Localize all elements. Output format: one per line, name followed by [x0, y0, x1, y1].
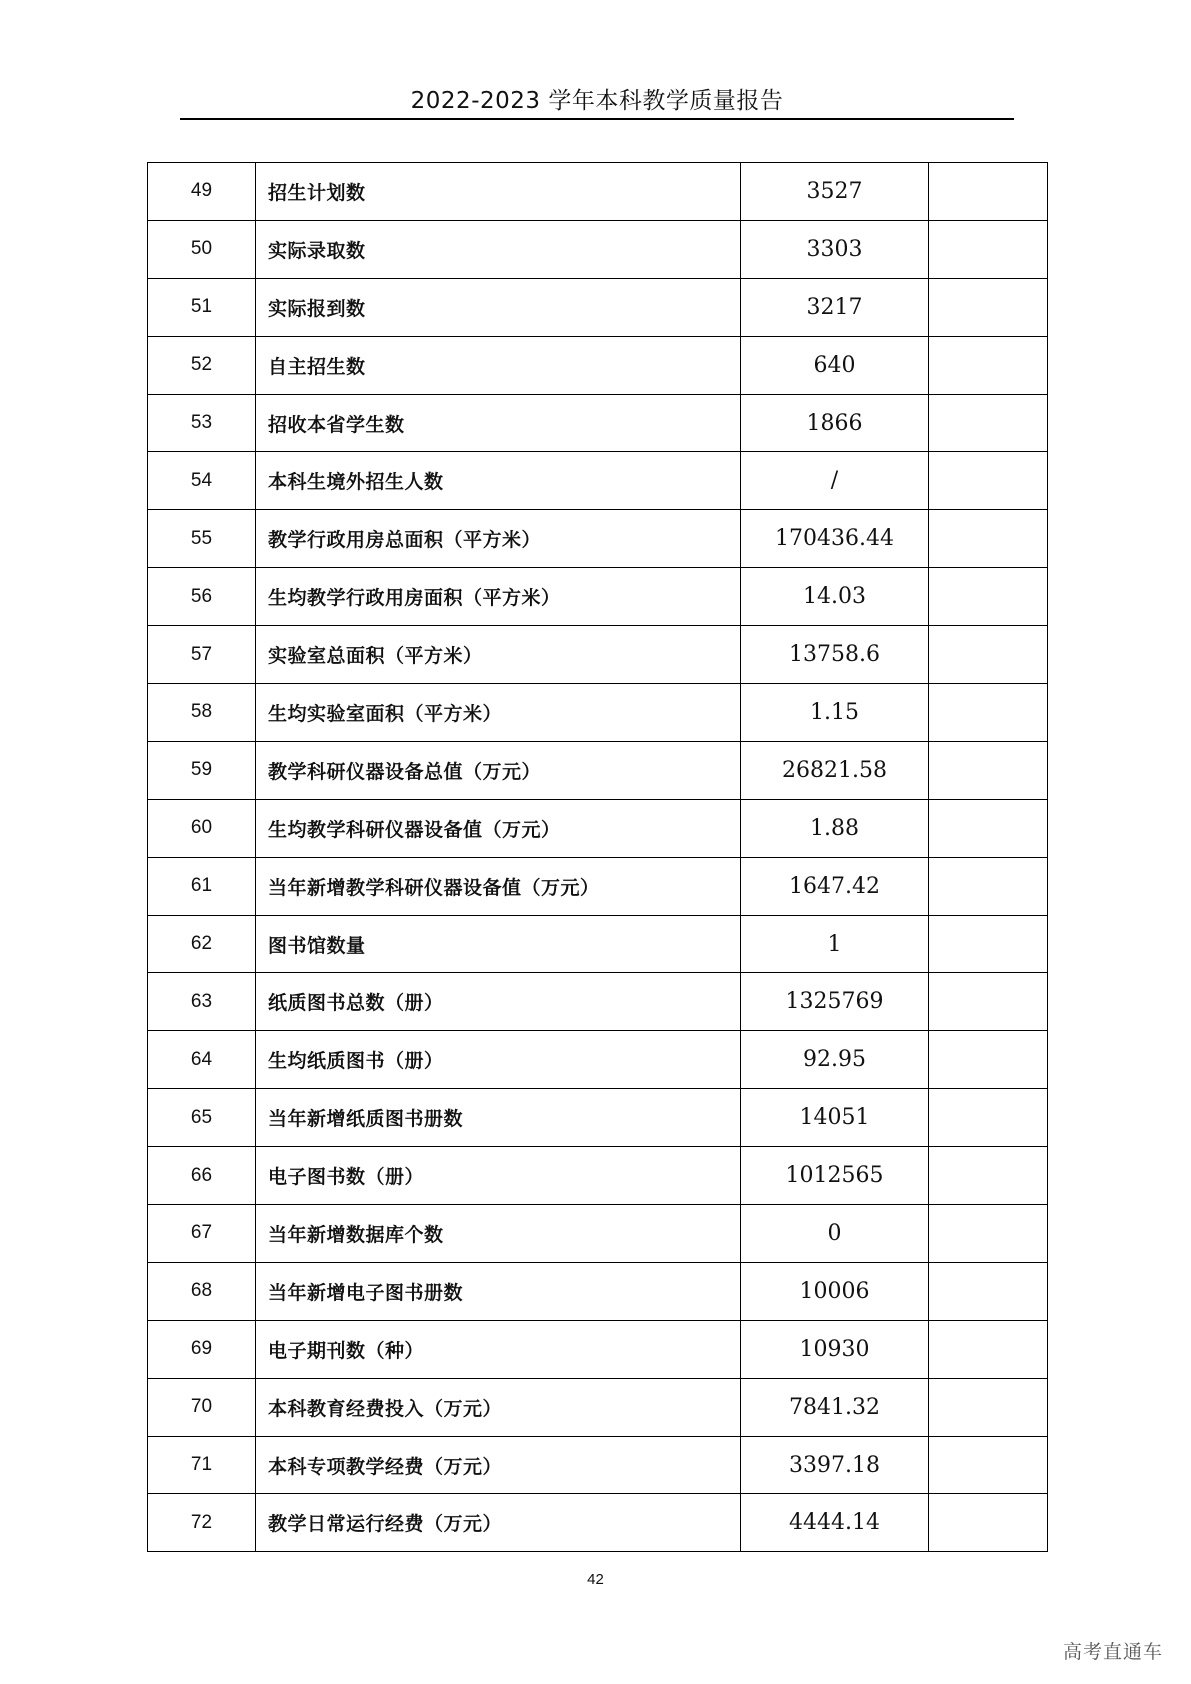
- row-value-cell: 7841.32: [741, 1378, 929, 1436]
- row-index-cell: 58: [148, 684, 256, 742]
- table-row: [148, 1436, 1048, 1494]
- row-value-cell: 3397.18: [741, 1436, 929, 1494]
- row-index-cell: 51: [148, 278, 256, 336]
- row-name-cell: 本科生境外招生人数: [256, 452, 741, 510]
- table-row: [148, 1147, 1048, 1205]
- row-value-cell: 1866: [741, 394, 929, 452]
- row-name-cell: 招收本省学生数: [256, 394, 741, 452]
- row-name-cell: 当年新增电子图书册数: [256, 1262, 741, 1320]
- row-name-cell: 实验室总面积（平方米）: [256, 626, 741, 684]
- row-note-cell: [929, 1494, 1048, 1552]
- row-index-cell: 64: [148, 1031, 256, 1089]
- table-row: [148, 1031, 1048, 1089]
- row-value-cell: 0: [741, 1205, 929, 1263]
- row-index-cell: 54: [148, 452, 256, 510]
- row-name-cell: 生均教学科研仪器设备值（万元）: [256, 799, 741, 857]
- row-value-cell: 1647.42: [741, 857, 929, 915]
- watermark-text: 高考直通车: [1062, 1641, 1163, 1663]
- row-note-cell: [929, 1031, 1048, 1089]
- row-note-cell: [929, 452, 1048, 510]
- table-row: [148, 278, 1048, 336]
- row-index-cell: 59: [148, 741, 256, 799]
- row-name-cell: 本科教育经费投入（万元）: [256, 1378, 741, 1436]
- row-index-cell: 72: [148, 1494, 256, 1552]
- row-note-cell: [929, 626, 1048, 684]
- row-note-cell: [929, 857, 1048, 915]
- row-note-cell: [929, 336, 1048, 394]
- row-index-cell: 56: [148, 568, 256, 626]
- table-row: [148, 1378, 1048, 1436]
- row-index-cell: 60: [148, 799, 256, 857]
- row-note-cell: [929, 1089, 1048, 1147]
- row-index-cell: 66: [148, 1147, 256, 1205]
- table-row: [148, 510, 1048, 568]
- row-name-cell: 当年新增教学科研仪器设备值（万元）: [256, 857, 741, 915]
- row-value-cell: 3527: [741, 163, 929, 221]
- row-index-cell: 71: [148, 1436, 256, 1494]
- row-name-cell: 教学日常运行经费（万元）: [256, 1494, 741, 1552]
- row-name-cell: 当年新增纸质图书册数: [256, 1089, 741, 1147]
- row-value-cell: 14051: [741, 1089, 929, 1147]
- row-name-cell: 电子图书数（册）: [256, 1147, 741, 1205]
- table-row: [148, 568, 1048, 626]
- statistics-table: [147, 162, 1048, 1552]
- table-row: [148, 1262, 1048, 1320]
- row-value-cell: 10006: [741, 1262, 929, 1320]
- page-header-title: 2022-2023 学年本科教学质量报告: [410, 88, 784, 114]
- row-value-cell: 1: [741, 915, 929, 973]
- row-name-cell: 生均教学行政用房面积（平方米）: [256, 568, 741, 626]
- table-row: [148, 857, 1048, 915]
- row-note-cell: [929, 1436, 1048, 1494]
- row-name-cell: 实际报到数: [256, 278, 741, 336]
- table-row: [148, 1205, 1048, 1263]
- row-value-cell: 640: [741, 336, 929, 394]
- table-row: [148, 1320, 1048, 1378]
- row-index-cell: 49: [148, 163, 256, 221]
- row-name-cell: 当年新增数据库个数: [256, 1205, 741, 1263]
- row-index-cell: 69: [148, 1320, 256, 1378]
- row-note-cell: [929, 163, 1048, 221]
- row-index-cell: 65: [148, 1089, 256, 1147]
- row-index-cell: 53: [148, 394, 256, 452]
- row-name-cell: 自主招生数: [256, 336, 741, 394]
- row-value-cell: 14.03: [741, 568, 929, 626]
- row-note-cell: [929, 278, 1048, 336]
- row-note-cell: [929, 684, 1048, 742]
- row-value-cell: 3217: [741, 278, 929, 336]
- row-value-cell: 1.88: [741, 799, 929, 857]
- row-index-cell: 50: [148, 220, 256, 278]
- row-value-cell: 1325769: [741, 973, 929, 1031]
- row-value-cell: 13758.6: [741, 626, 929, 684]
- row-note-cell: [929, 1378, 1048, 1436]
- row-index-cell: 70: [148, 1378, 256, 1436]
- row-value-cell: 1012565: [741, 1147, 929, 1205]
- row-name-cell: 招生计划数: [256, 163, 741, 221]
- row-note-cell: [929, 394, 1048, 452]
- row-name-cell: 电子期刊数（种）: [256, 1320, 741, 1378]
- table-row: [148, 915, 1048, 973]
- row-name-cell: 生均实验室面积（平方米）: [256, 684, 741, 742]
- row-name-cell: 教学行政用房总面积（平方米）: [256, 510, 741, 568]
- row-note-cell: [929, 1320, 1048, 1378]
- row-index-cell: 52: [148, 336, 256, 394]
- table-row: [148, 220, 1048, 278]
- table-row: [148, 973, 1048, 1031]
- table-row: [148, 684, 1048, 742]
- row-name-cell: 图书馆数量: [256, 915, 741, 973]
- row-index-cell: 67: [148, 1205, 256, 1263]
- table-row: [148, 799, 1048, 857]
- row-note-cell: [929, 1262, 1048, 1320]
- row-value-cell: 4444.14: [741, 1494, 929, 1552]
- row-name-cell: 纸质图书总数（册）: [256, 973, 741, 1031]
- row-value-cell: 1.15: [741, 684, 929, 742]
- row-index-cell: 55: [148, 510, 256, 568]
- row-note-cell: [929, 799, 1048, 857]
- row-name-cell: 教学科研仪器设备总值（万元）: [256, 741, 741, 799]
- table-row: [148, 336, 1048, 394]
- row-note-cell: [929, 1147, 1048, 1205]
- table-row: [148, 163, 1048, 221]
- statistics-table-body: [148, 163, 1048, 1552]
- row-name-cell: 生均纸质图书（册）: [256, 1031, 741, 1089]
- row-name-cell: 实际录取数: [256, 220, 741, 278]
- row-value-cell: 170436.44: [741, 510, 929, 568]
- table-row: [148, 394, 1048, 452]
- row-index-cell: 62: [148, 915, 256, 973]
- row-note-cell: [929, 568, 1048, 626]
- row-index-cell: 61: [148, 857, 256, 915]
- row-note-cell: [929, 220, 1048, 278]
- table-row: [148, 1089, 1048, 1147]
- row-note-cell: [929, 510, 1048, 568]
- table-row: [148, 452, 1048, 510]
- row-value-cell: 92.95: [741, 1031, 929, 1089]
- row-name-cell: 本科专项教学经费（万元）: [256, 1436, 741, 1494]
- header-divider: [180, 118, 1014, 120]
- row-note-cell: [929, 973, 1048, 1031]
- table-row: [148, 626, 1048, 684]
- row-value-cell: /: [741, 452, 929, 510]
- row-index-cell: 57: [148, 626, 256, 684]
- row-index-cell: 63: [148, 973, 256, 1031]
- row-value-cell: 10930: [741, 1320, 929, 1378]
- row-note-cell: [929, 1205, 1048, 1263]
- row-value-cell: 3303: [741, 220, 929, 278]
- row-note-cell: [929, 915, 1048, 973]
- page-number: 42: [587, 1571, 604, 1588]
- row-note-cell: [929, 741, 1048, 799]
- table-row: [148, 1494, 1048, 1552]
- row-value-cell: 26821.58: [741, 741, 929, 799]
- table-row: [148, 741, 1048, 799]
- row-index-cell: 68: [148, 1262, 256, 1320]
